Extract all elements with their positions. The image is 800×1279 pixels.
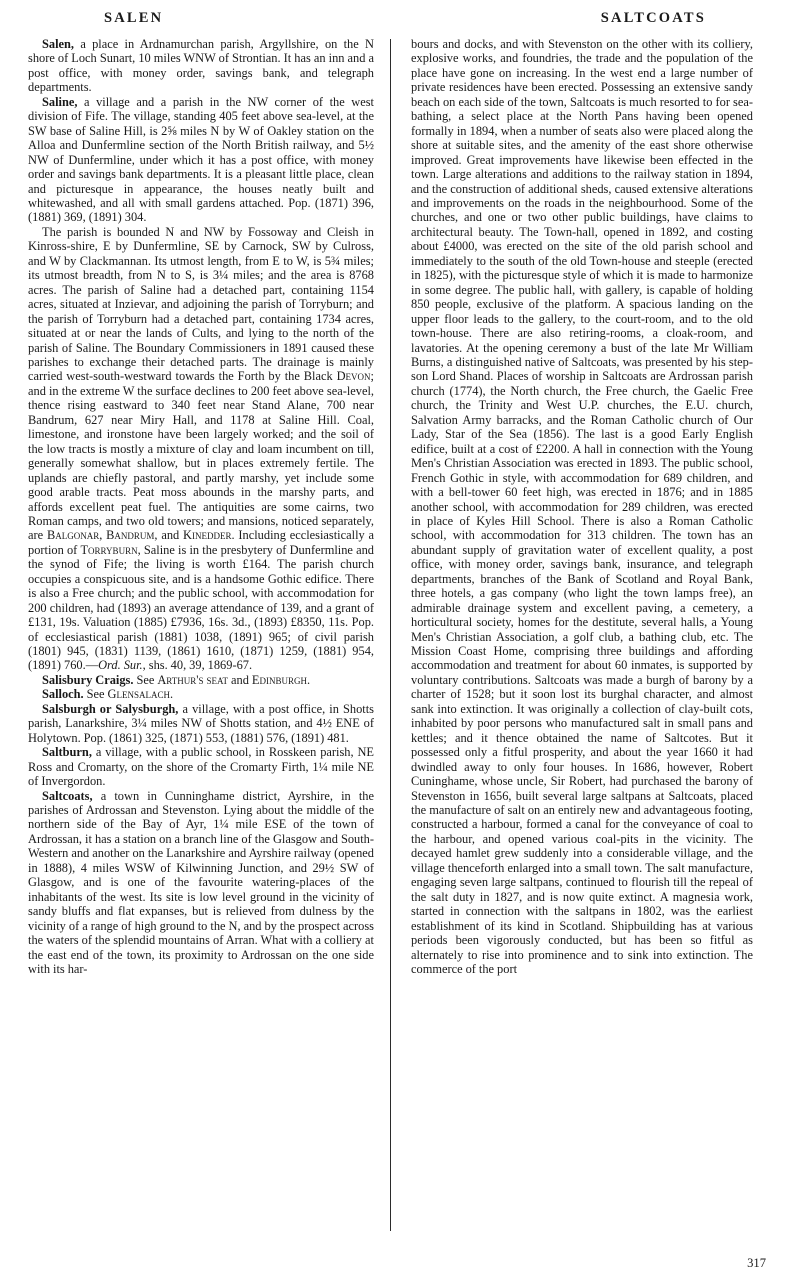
right-column [398, 37, 753, 1237]
entry-body: a town in Cunninghame district, Ayrshire, in the parishes of Ardrossan and Stevenston. Lying about the middle of the northern side of the Bay of Ayr, 1¼ mile ESE of the town of Ardrossan, it has a station on a branch line of the Glasgow and South-Western and another on the Lanarkshire and Ayrshire railway (opened in 1888), 4 miles WSW of Kilwinning Junction, and 29½ SW of Glasgow, and is one of the favourite watering-places of the inhabitants of the west. Its site is low level ground in the vicinity of sandy bluffs and flat expanses, but is relieved from dulness by the vicinity of a range of high ground to the N, and by the prospect across the waters of the splendid mountains of Arran. What with a colliery at the east end of the town, its proximity to Ardrossan on the one side with its har- [28, 788, 374, 976]
two-column-body [28, 37, 772, 1237]
entry-body: a place in Ardnamurchan parish, Argyllshire, on the N shore of Loch Sunart, 10 miles WNW of Strontian. It has an inn and a post office, with money order, savings bank, and telegraph departments. [28, 37, 374, 95]
entry-body: bours and docks, and with Stevenston on the other with its colliery, explosive works, and foundries, the trade and the population of the place have gone on increasing. In the west end a large number of private residences have been erected. Possessing an extensive sandy beach on each side of the town, Saltcoats is much resorted to for sea-bathing, a select place at the North Pans having been opened formally in 1894, when a number of seats also were placed along the shore at suitable sites, and the amenity of the east shore otherwise improved. Great improvements have likewise been effected in the town. Large alterations and additions to the railway station in 1894, and the construction of additional sheds, caused extensive alterations and improvements on the roads in the neighbourhood. Some of the churches, and one or two other public buildings, have claims to architectural beauty. The Town-hall, opened in 1892, and costing about £4000, was erected on the site of the old parish school and immediately to the south of the old Town-house and steeple (erected in 1825), with the picturesque style of which it is made to harmonize in some degree. The public hall, with gallery, is capable of holding 850 people, exclusive of the platform. A spacious landing on the upper floor leads to the gallery, to the court-room, and to the old town-house. There are also retiring-rooms, a cloak-room, and lavatories. At the opening ceremony a bust of the late Mr William Burns, a distinguished native of Saltcoats, was presented by his step-son Lord Shand. Places of worship in Saltcoats are Ardrossan parish church (1774), the North church, the Free church, the Gaelic Free church, the Trinity and West U.P. churches, the E.U. church, Salvation Army barracks, and the Roman Catholic church of Our Lady, Star of the Sea (1856). The last is a good Early English edifice, built at a cost of £2200. A hall in connection with the Young Men's Christian Association was erected in 1893. The public school, French Gothic in style, with accommodation for 689 children, and with a bell-tower 60 feet high, was erected in 1876; and in 1885 another school, with accommodation for 289 children, was erected in place of Kyles Hill School. There is also a Roman Catholic school, with accommodation for 313 children. The town has an abundant supply of gravitation water of excellent quality, a post office, with money order, savings bank, insurance, and telegraph departments, branches of the Bank of Scotland and Royal Bank, three hotels, a gas company (who light the town lamps free), an admirable drainage system and excellent paving, a cemetery, a horticultural society, homes for the destitute, several halls, a Young Men's Christian Association, a golf club, a bathing club, etc. The Mission Coast Home, comprising three buildings and affording accommodation and treatment for about 60 inmates, is supported by voluntary contributions. Saltcoats was made a burgh of barony by a charter of 1528; but it soon lost its burghal character, and almost sank into extinction. It was originally a collection of clay-built cots, inhabited by poor persons who manufactured salt in small pans and kettles; and it thence obtained the name of Saltcotes. But it possessed only a fitful prosperity, and about the year 1660 it had dwindled away to only four houses. In 1686, however, Robert Cuninghame, whose uncle, Sir Robert, had purchased the barony of Stevenston in 1656, built several large saltpans at Saltcoats, placed the manufacture of salt on an entirely new and advantageous footing, constructed a harbour, formed a canal for the conveyance of coal to the harbour, and opened various coal-pits in the vicinity. The decayed hamlet grew suddenly into a considerable village, and the village thenceforth enlarged into a small town. The salt manufacture, engaging seven large saltpans, continued to flourish till the repeal of the salt duty in 1827, and is now quite extinct. A magnesia work, started in connection with the saltpans in 1802, was the earliest establishment of its kind in Scotland. Shipbuilding has at various periods been vigorously conducted, but has been so fitful as alternately to rise into prominence and to sink into extinction. The commerce of the port [411, 37, 753, 976]
entry-salloch [28, 687, 374, 701]
entry-salisbury-craigs [28, 673, 374, 687]
page-running-heads [28, 10, 772, 27]
entry-body: See Arthur's seat and Edinburgh. [133, 672, 311, 687]
entry-headword: Saltburn, [42, 745, 92, 760]
entry-body: a village, with a post office, in Shotts parish, Lanarkshire, 3¼ miles NW of Shotts station, and 4½ ENE of Holytown. Pop. (1861) 325, (1871) 553, (1881) 576, (1891) 481. [28, 701, 374, 745]
entry-saltburn [28, 745, 374, 788]
entry-salen [28, 37, 374, 95]
entry-salsburgh [28, 702, 374, 745]
entry-headword: Saltcoats, [42, 788, 93, 803]
column-divider-rule [390, 39, 391, 1231]
entry-headword: Salsburgh or Salysburgh, [42, 701, 179, 716]
entry-headword: Salen, [42, 37, 75, 51]
running-head-right: SALTCOATS [600, 10, 706, 26]
entry-body: See Glensalach. [83, 687, 174, 702]
left-column [28, 37, 383, 1237]
entry-headword: Saline, [42, 94, 78, 109]
entry-saline-parish [28, 225, 374, 673]
running-head-left: SALEN [104, 10, 164, 26]
entry-saltcoats-continued [411, 37, 753, 976]
entry-body: The parish is bounded N and NW by Fossoway and Cleish in Kinross-shire, E by Dunfermline, SE by Carnock, SW by Culross, and W by Clackmannan. Its utmost length, from E to W, is 5¾ miles; its utmost breadth, from N to S, is 3¼ miles; and the area is 8768 acres. The parish of Saline had a detached part, containing 1154 acres, situated at Inzievar, and adjoining the parish of Torryburn; and the parish of Torryburn had a detached part, containing 1734 acres, situated at or near the lands of Cults, and lying to the north of the parish of Saline. The Boundary Commissioners in 1891 caused these parishes to exchange their detached parts. The drainage is mainly carried west-south-westward towards the Forth by the Black Devon; and in the extreme W the surface declines to 200 feet above sea-level, thence rising eastward to 340 feet near Stand Alane, 700 near Bandrum, 627 near Miry Hall, and 1178 at Saline Hill. Coal, limestone, and ironstone have been largely worked; and the soil of the low tracts is mostly a mixture of clay and loam incumbent on till, generally somewhat shallow, but in places extremely fertile. The uplands are chiefly pastoral, and partly marshy, yet include some good arable tracts. Peat moss abounds in the marshy parts, and affords excellent peat fuel. The antiquities are some cairns, two Roman camps, and two old towers; and mansions, noticed separately, are Balgonar, Bandrum, and Kinedder. Including ecclesiastically a portion of Torryburn, Saline is in the presbytery of Dunfermline and the synod of Fife; the living is worth £164. The parish church occupies a conspicuous site, and is a handsome Gothic edifice. There is also a Free church; and the public school, with accommodation for 200 children, had (1893) an average attendance of 139, and a grant of £131, 19s. Valuation (1885) £7936, 16s. 3d., (1893) £8350, 11s. Pop. of ecclesiastical parish (1881) 1038, (1891) 965; of civil parish (1801) 945, (1831) 1139, (1861) 1610, (1871) 1259, (1881) 954, (1891) 760.—Ord. Sur., shs. 40, 39, 1869-67. [28, 224, 375, 673]
entry-body: a village and a parish in the NW corner of the west division of Fife. The village, standing 405 feet above sea-level, at the SW base of Saline Hill, is 2⅝ miles N by W of Oakley station on the Alloa and Dunfermline section of the North British railway, and 5½ NW of Dunfermline, under which it has a post office, with money order and savings bank departments. It is a pleasant little place, clean and picturesque in appearance, the houses neatly built and whitewashed, and all with small gardens attached. Pop. (1871) 396, (1881) 369, (1891) 304. [28, 94, 374, 225]
entry-headword: Salloch. [42, 687, 84, 702]
entry-saline [28, 95, 374, 225]
entry-body: a village, with a public school, in Rosskeen parish, NE Ross and Cromarty, on the shore of the Cromarty Firth, 1¼ mile NE of Invergordon. [28, 745, 374, 789]
entry-saltcoats [28, 789, 374, 977]
page-number: 317 [747, 1256, 766, 1270]
entry-headword: Salisbury Craigs. [42, 672, 134, 687]
